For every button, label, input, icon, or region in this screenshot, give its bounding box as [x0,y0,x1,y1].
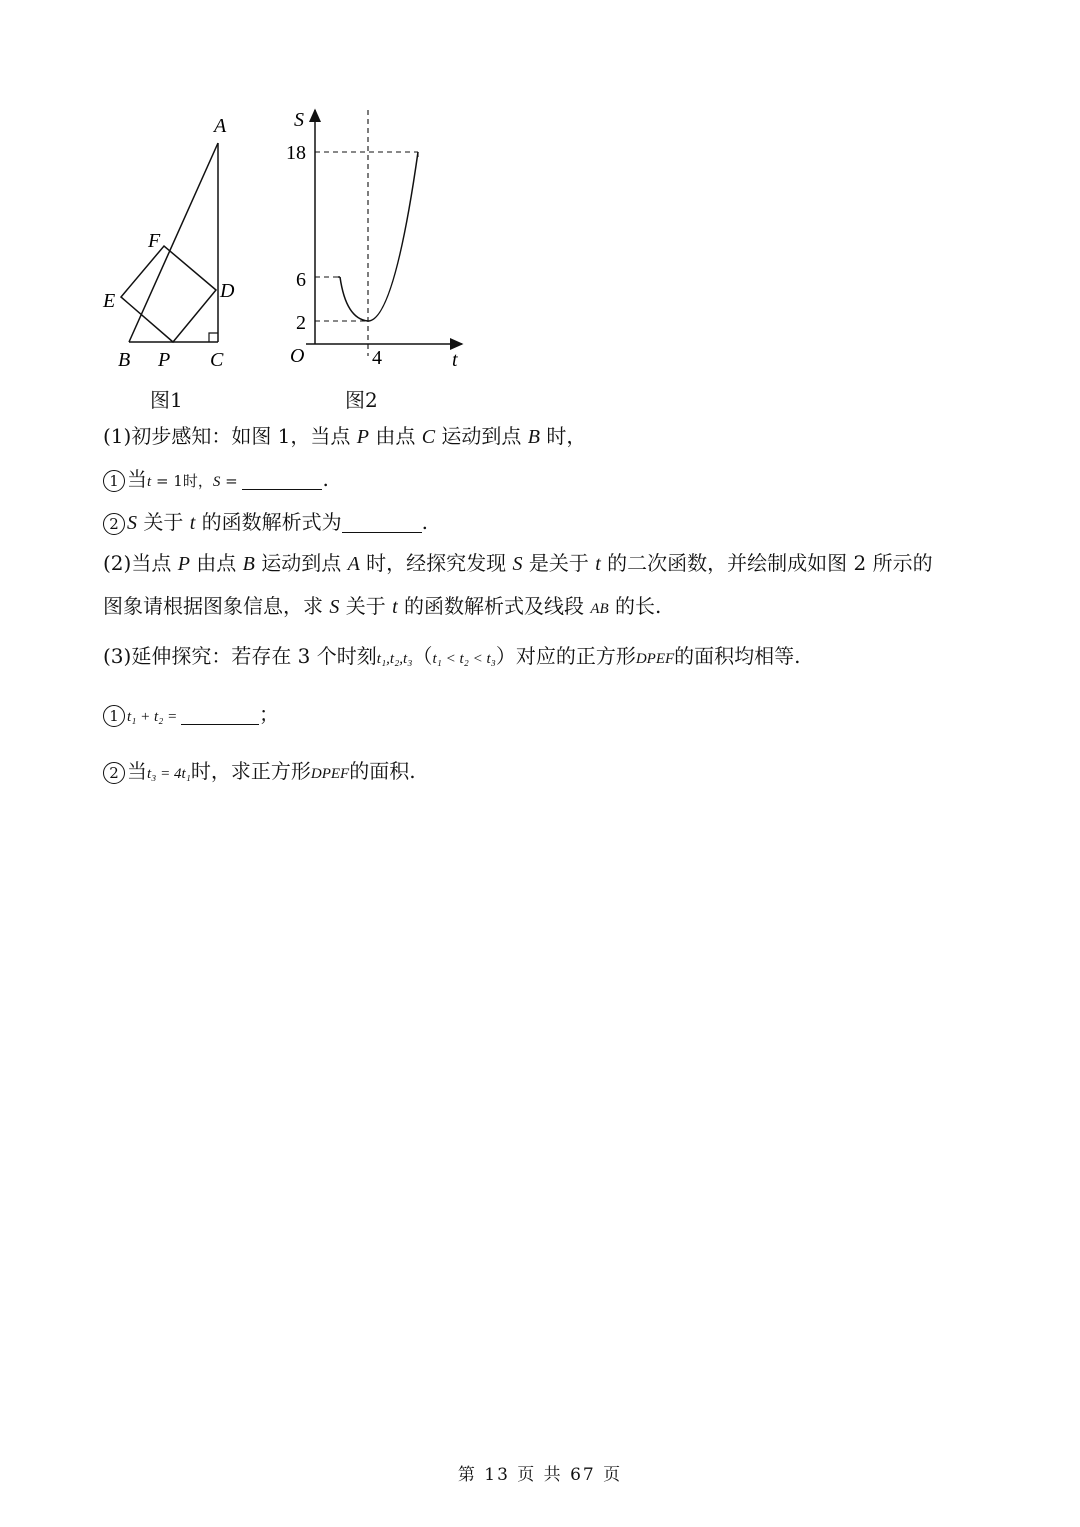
y-tick-18: 18 [286,142,306,164]
label-p: P [158,349,171,371]
q2-line1: (2)当点 P 由点 B 运动到点 A 时，经探究发现 S 是关于 t 的二次函数，并绘制成如图 2 所示的 [103,551,933,575]
curve-right [368,152,418,321]
y-tick-2: 2 [296,312,306,334]
figure-2-graph [280,100,470,380]
figure-1 [96,104,266,384]
origin-label: O [290,345,305,367]
segment-ab [129,143,218,342]
q2-line2: 图象请根据图象信息，求 S 关于 t 的函数解析式及线段 AB 的长. [103,594,662,618]
label-c: C [210,349,224,371]
answer-blank[interactable] [342,512,422,533]
y-axis-label: S [294,109,304,131]
label-e: E [103,290,116,312]
circled-number: 1 [103,470,125,492]
figure-1-diagram [96,104,266,384]
y-tick-6: 6 [296,269,306,291]
answer-blank[interactable] [242,469,322,490]
q1-intro: (1)初步感知：如图 1，当点 P 由点 C 运动到点 B 时， [103,424,587,448]
label-a: A [214,115,227,137]
x-tick-4: 4 [372,347,382,369]
figure-2-caption: 图2 [345,388,378,412]
q3-sub2: 2 当t₃ = 4t₁时，求正方形DPEF的面积. [103,757,416,788]
q1-sub1: 1 当t = 1时，S = . [103,465,329,496]
q1-sub2: 2 S 关于 t 的函数解析式为 . [103,508,428,537]
circled-number: 2 [103,762,125,784]
answer-blank[interactable] [181,704,259,725]
circled-number: 1 [103,705,125,727]
label-b: B [118,349,131,371]
x-axis-label: t [452,349,458,371]
curve-left [340,277,368,321]
label-d: D [220,280,235,302]
circled-number: 2 [103,513,125,535]
page-footer: 第 13 页 共 67 页 [457,1465,623,1485]
label-f: F [148,230,161,252]
figure-2 [280,100,470,380]
q3-intro: (3)延伸探究：若存在 3 个时刻t₁,t₂,t₃（t₁ < t₂ < t₃）对应的正方形DPEF的面积均相等. [103,644,801,668]
q3-sub1: 1 t₁ + t₂ = ； [103,700,279,731]
figure-1-caption: 图1 [150,388,183,412]
right-angle-mark [209,333,218,342]
